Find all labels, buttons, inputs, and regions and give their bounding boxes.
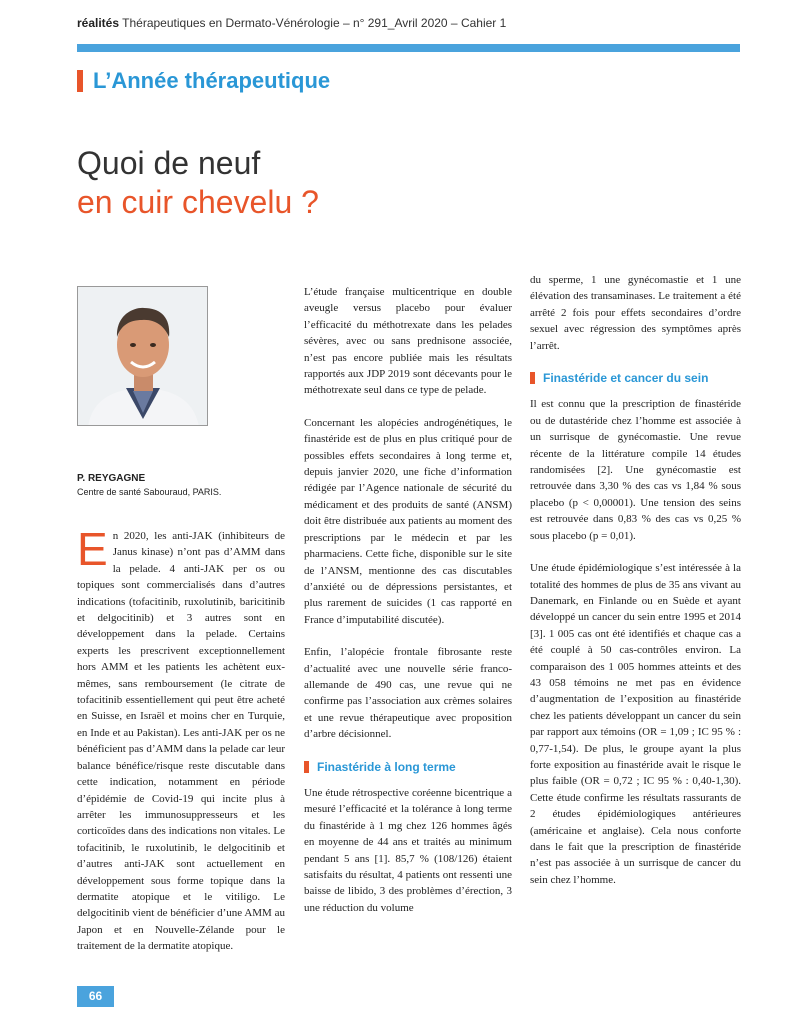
subheading-marker	[530, 372, 535, 384]
header-rule	[77, 44, 740, 52]
section-heading	[77, 68, 330, 94]
paragraph-effets-secondaires: du sperme, 1 une gynécomastie et 1 une élévation des transaminases. Le traitement a été arrêté 2 fois pour effets secondaires d’ordre sexuel avec régression des symptômes après l’arrêt.	[530, 274, 741, 352]
subheading-finasteride-cancer-sein	[530, 370, 741, 386]
running-header	[77, 16, 506, 30]
journal-brand: réalités	[77, 16, 120, 30]
paragraph-alopecie-frontale: Enfin, l’alopécie frontale fibrosante reste d’actualité avec une nouvelle série franco-allemande de 490 cas, une revue qui ne confirme pas l’association aux crèmes solaires et une revue thérapeutique avec proposition d’arbre décisionnel.	[304, 646, 512, 741]
author-name: P. REYGAGNE	[77, 473, 146, 484]
paragraph-methotrexate: L’étude française multicentrique en double aveugle versus placebo pour évaluer l’efficacité du méthotrexate dans les pelades sévères, avec ou sans prednisone associée, n’est pas encore publiée mais les résultats rapportés aux JDP 2019 sont décevants pour le méthotrexate seul dans ce type de pelade.	[304, 286, 512, 397]
page-number: 66	[77, 986, 114, 1007]
article-title-line2: en cuir chevelu ?	[77, 184, 319, 220]
drop-cap: E	[77, 523, 108, 575]
subheading-finasteride-long-terme	[304, 759, 512, 775]
article-title-line1: Quoi de neuf	[77, 145, 261, 181]
section-title: L’Année thérapeutique	[93, 68, 331, 93]
subheading-marker	[304, 761, 309, 773]
intro-text: n 2020, les anti-JAK (inhibiteurs de Janus kinase) n’ont pas d’AMM dans la pelade. 4 anti-JAK per os ou topiques sont commercialisés dans d’autres indications (tofacitinib, ruxolutinib, baricitinib et delgocitinib) et 3 autres sont en développement dans la pelade. Certains experts les prescrivent exceptionnellement hors AMM et les patients les achètent eux-mêmes, sans remboursement (le citrate de tofacitinib essentiellement qui peut être acheté en Suisse, en Israël et moins cher en Turquie, en Inde et au Pakistan). Les anti-JAK per os ne bénéficient pas d’AMM dans la pelade car leur balance bénéfice/risque reste discutable dans cette indication, notamment en période d’épidémie de Covid-19 qui incite plus à arrêter les immunosuppresseurs et les corticoïdes dans des indications non vitales. Le tofacitinib, le ruxolutinib, le delgocitinib et d’autres anti-JAK sont actuellement en développement sous forme topique dans la dermatite atopique et le vitiligo. Le delgocitinib vient de bénéficier d’une AMM au Japon et en Nouvelle-Zélande pour le traitement de la dermatite atopique.	[77, 530, 285, 953]
paragraph-etude-epidemiologique: Une étude épidémiologique s’est intéressée à la totalité des hommes de plus de 35 ans vivant au Danemark, en Finlande ou en Suède et ayant développé un cancer du sein entre 1995 et 2014 [3]. 1 005 cas ont été identifiés et chaque cas a été couplé à 50 cas-contrôles environ. La comparaison des 1 005 hommes atteints et des 43 058 témoins ne met pas en évidence d’augmentation de l’exposition au finastéride chez les patients développant un cancer du sein par rapport aux témoins (OR = 1,09 ; IC 95 % : 0,77-1,54). De plus, le groupe ayant la plus forte exposition au finastéride avait le risque le plus faible (OR = 0,72 ; IC 95 % : 0,40-1,30). Cette étude confirme les résultats rassurants de 2 études épidémiologiques antérieures (américaine et anglaise). Cela nous conforte dans le fait que la prescription de finastéride n’est pas associée à un surrisque de cancer du sein chez l’homme.	[530, 562, 741, 886]
paragraph-finasteride-ansm: Concernant les alopécies androgénétiques, le finastéride est de plus en plus critiqué pour de possibles effets secondaires à long terme et, depuis janvier 2020, une fiche d’information rédigée par l’Agence nationale de sécurité du médicament et des produits de santé (ANSM) doit être distribuée aux patients au moment des prescriptions par le médecin et par les pharmaciens. Cette fiche, disponible sur le site de l’ANSM, mentionne des cas discutables d’anxiété ou de dépressions persistantes, et plus rarement de suicides (1 cas rapporté en France d’imputabilité discutée).	[304, 416, 512, 626]
paragraph-etude-coreenne: Une étude rétrospective coréenne bicentrique a mesuré l’efficacité et la tolérance à long terme du finastéride à 1 mg chez 126 hommes âgés en moyenne de 44 ans et traités au minimum pendant 5 ans [1]. 85,7 % (108/126) étaient satisfaits du résultat, 4 patients ont ressenti une baisse de libido, 3 des problèmes d’érection, 3 une réduction du volume	[304, 786, 512, 914]
subheading-text: Finastéride et cancer du sein	[543, 371, 709, 386]
intro-paragraph	[77, 523, 285, 955]
section-marker	[77, 70, 83, 92]
column-3	[530, 272, 741, 904]
author-photo	[77, 286, 208, 426]
subheading-text: Finastéride à long terme	[317, 759, 456, 774]
author-affiliation: Centre de santé Sabouraud, PARIS.	[77, 487, 222, 497]
column-2	[304, 284, 512, 932]
journal-issue: Thérapeutiques en Dermato-Vénérologie – n° 291_Avril 2020 – Cahier 1	[119, 16, 507, 30]
column-1	[77, 523, 285, 971]
paragraph-gynecomastie: Il est connu que la prescription de finastéride ou de dutastéride chez l’homme est associée à un surrisque de gynécomastie. Une revue récente de la littérature compile 14 études randomisées [2]. Une gynécomastie est retrouvée dans 3,30 % des cas vs 1,84 % sous placebo (p < 0,00001). Une tension des seins est retrouvée dans 0,83 % des cas vs 0,25 % sous placebo (p = 0,01).	[530, 398, 741, 542]
